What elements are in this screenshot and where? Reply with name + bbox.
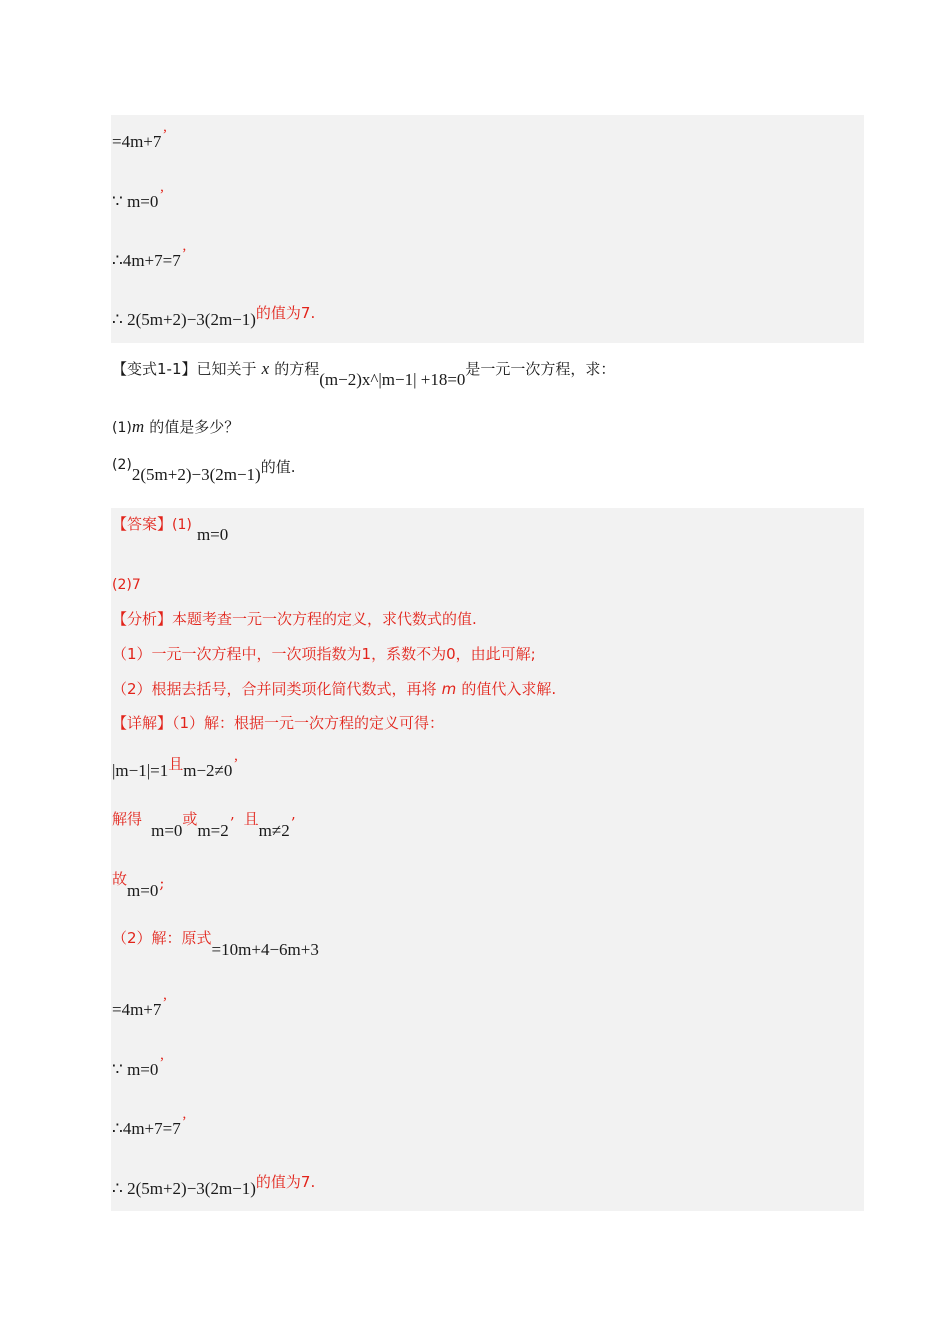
and-text-2: 且: [243, 810, 259, 828]
or-text: 或: [182, 810, 198, 828]
text-c: 是一元一次方程，求：: [465, 360, 616, 378]
variant-question: [112, 358, 616, 389]
expr: ∵ m=0: [112, 1060, 159, 1079]
p2-text: （2）解：原式: [112, 929, 212, 947]
top-line-2: [112, 187, 165, 212]
text-b: 的方程: [274, 360, 320, 378]
final-m: m=0: [127, 881, 159, 900]
question-2: [112, 456, 296, 484]
expr: =4m+7: [112, 132, 162, 151]
comma-mark: ’: [290, 814, 296, 832]
comma-mark: ’: [229, 814, 235, 832]
answer-line: [112, 513, 229, 544]
comma-mark: ’: [181, 246, 187, 262]
and-text: 且: [168, 755, 184, 773]
analysis-tag: 【分析】: [112, 610, 173, 628]
sol-c: m≠2: [258, 821, 290, 840]
top-line-1: [112, 127, 168, 152]
a1-expr: m=0: [196, 525, 229, 544]
detail-eq-2: [112, 808, 296, 840]
answer-2: [112, 574, 141, 593]
a2-text: (2)7: [112, 577, 141, 593]
result-text: 的值为7.: [255, 304, 316, 322]
comma-mark: ’: [233, 756, 239, 772]
detail-l7: [112, 1114, 187, 1139]
analysis-p2-var: m: [441, 680, 457, 698]
expr: ∴4m+7=7: [112, 1119, 181, 1138]
abs-eq: |m−1|=1: [112, 761, 169, 780]
detail-l6: [112, 1055, 165, 1080]
variant-tag: 【变式1-1】: [112, 360, 197, 378]
q2-text: 的值.: [260, 458, 296, 476]
analysis-p1: [112, 643, 536, 664]
analysis-p2a: （2）根据去括号，合并同类项化简代数式，再将: [112, 680, 437, 698]
comma-mark: ’: [181, 1114, 187, 1130]
detail-l8: [112, 1173, 316, 1199]
p2-expr: =10m+4−6m+3: [211, 940, 319, 959]
expr: ∵ m=0: [112, 192, 159, 211]
top-line-3: [112, 246, 187, 271]
sol-b: m=2: [197, 821, 229, 840]
detail-eq-3: [112, 868, 165, 900]
analysis-p1-text: （1）一元一次方程中，一次项指数为1，系数不为0，由此可解;: [112, 645, 536, 663]
q1-var: m: [131, 417, 145, 436]
detail-l5: [112, 995, 168, 1020]
expr: ∴ 2(5m+2)−3(2m−1): [112, 310, 256, 329]
q2-expr: 2(5m+2)−3(2m−1): [131, 465, 261, 484]
analysis-line: [112, 608, 477, 629]
detail-text: （1）解：根据一元一次方程的定义可得：: [172, 714, 445, 732]
var-x: x: [261, 359, 270, 378]
comma-mark: ’: [162, 995, 168, 1011]
detail-tag: 【详解】: [112, 714, 173, 732]
expr: =4m+7: [112, 1000, 162, 1019]
question-1: [112, 416, 239, 437]
detail-p2: [112, 927, 319, 959]
result-text: 的值为7.: [255, 1173, 316, 1191]
comma-mark: ’: [162, 127, 168, 143]
detail-line: [112, 712, 444, 733]
equation: (m−2)x^|m−1| +18=0: [319, 370, 466, 389]
semicolon-mark: ;: [159, 874, 165, 892]
q2-num: (2): [112, 457, 132, 473]
sol-a: m=0: [151, 821, 183, 840]
analysis-text: 本题考查一元一次方程的定义，求代数式的值.: [172, 610, 477, 628]
q1-num: (1): [112, 420, 132, 436]
a1-num: (1): [172, 517, 192, 533]
q1-text: 的值是多少？: [149, 418, 240, 436]
analysis-p2: [112, 678, 556, 699]
neq-eq: m−2≠0: [183, 761, 233, 780]
expr: ∴ 2(5m+2)−3(2m−1): [112, 1179, 256, 1198]
comma-mark: ’: [159, 1055, 165, 1071]
answer-tag: 【答案】: [112, 515, 173, 533]
solve-text: 解得: [112, 810, 143, 828]
comma-mark: ’: [159, 187, 165, 203]
therefore-text: 故: [112, 870, 128, 888]
analysis-p2b: 的值代入求解.: [461, 680, 557, 698]
detail-eq-1: [112, 755, 239, 781]
text-a: 已知关于: [196, 360, 257, 378]
top-line-4: [112, 304, 316, 330]
expr: ∴4m+7=7: [112, 251, 181, 270]
